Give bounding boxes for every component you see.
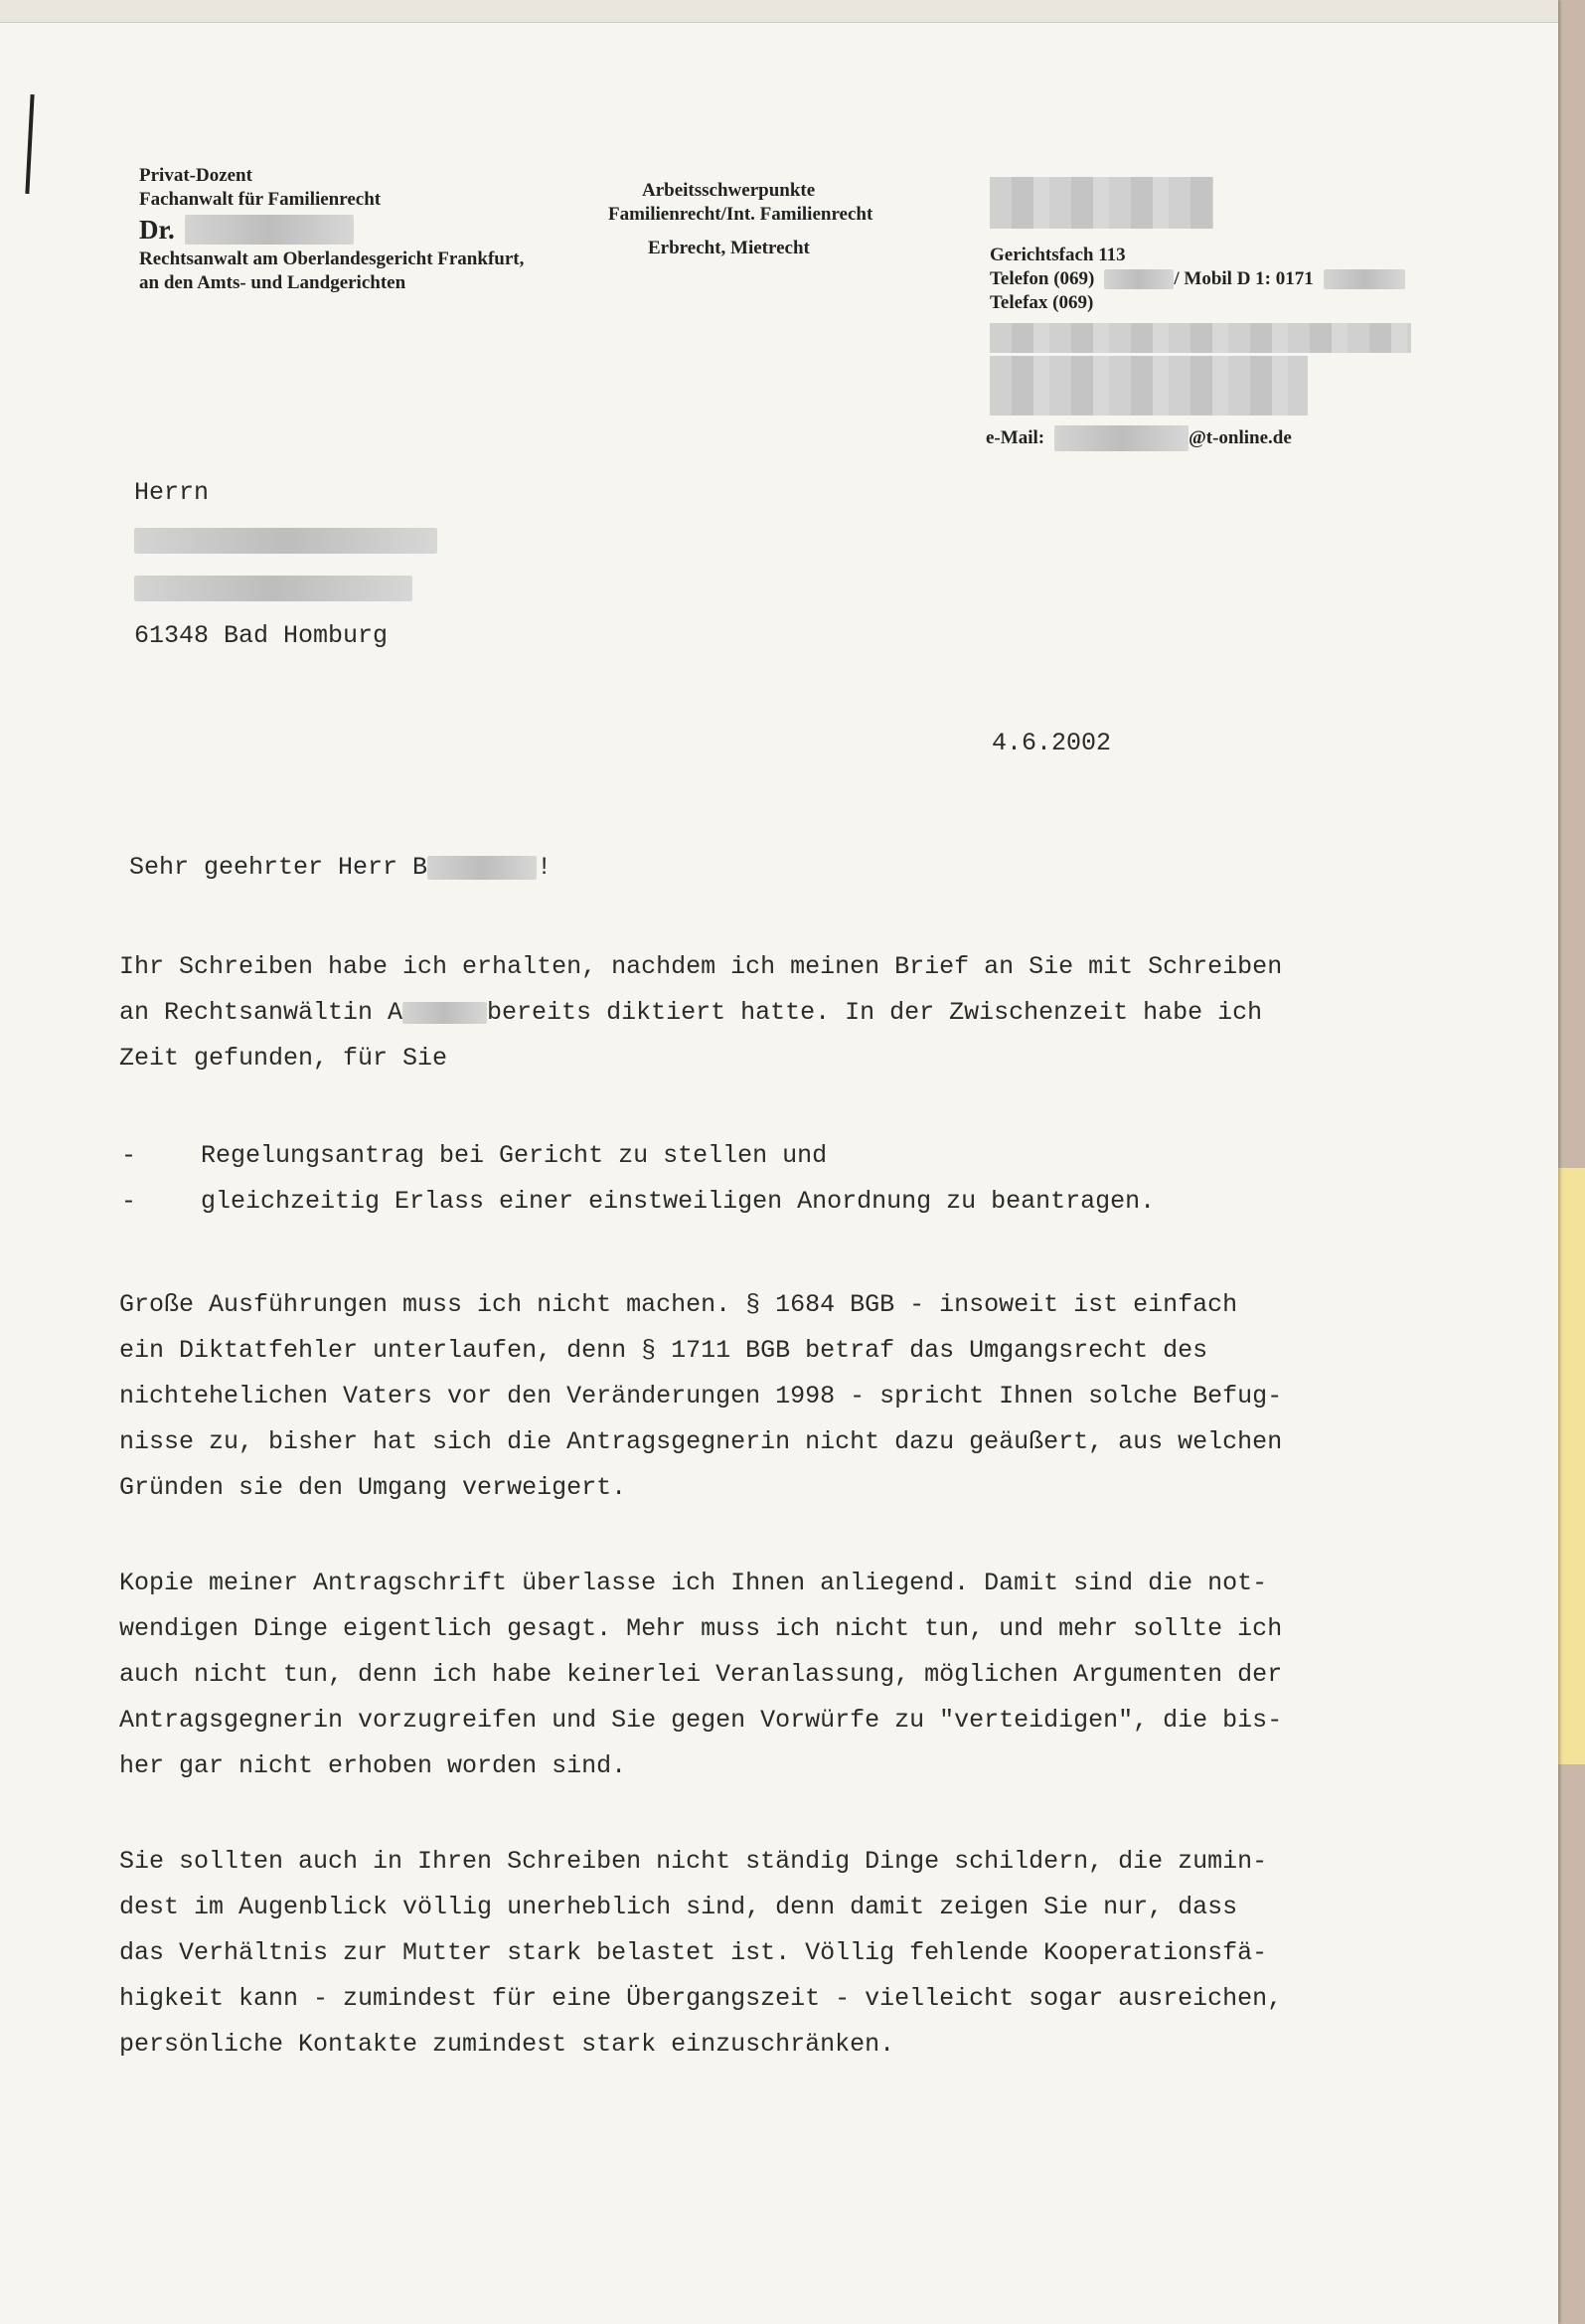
p4-line: dest im Augenblick völlig unerheblich sind, denn damit zeigen Sie nur, dass bbox=[119, 1893, 1238, 1921]
redacted-address-1 bbox=[990, 323, 1411, 353]
redacted-lawyer-name bbox=[402, 1002, 487, 1024]
paragraph-1 bbox=[119, 944, 1431, 1081]
letterhead-center bbox=[608, 179, 872, 260]
letterhead-name bbox=[139, 212, 524, 248]
p1-line-1: Ihr Schreiben habe ich erhalten, nachdem ich meinen Brief an Sie mit Schreiben bbox=[119, 952, 1283, 981]
list-item-text: gleichzeitig Erlass einer einstweiligen Anordnung zu beantragen. bbox=[201, 1187, 1156, 1216]
p3-line: her gar nicht erhoben worden sind. bbox=[119, 1751, 627, 1780]
letterhead-court-2: an den Amts- und Landgerichten bbox=[139, 272, 406, 293]
list-item bbox=[121, 1133, 1155, 1179]
request-list bbox=[121, 1133, 1155, 1225]
phone-line bbox=[990, 267, 1405, 291]
list-item bbox=[121, 1179, 1155, 1225]
p2-line: nichtehelichen Vaters vor den Veränderungen 1998 - spricht Ihnen solche Befug- bbox=[119, 1382, 1283, 1411]
page-top-edge bbox=[0, 0, 1558, 23]
name-prefix: Dr. bbox=[139, 215, 175, 245]
p1-line-2a: an Rechtsanwältin A bbox=[119, 998, 403, 1027]
paragraph-2 bbox=[119, 1282, 1431, 1511]
p3-line: auch nicht tun, denn ich habe keinerlei Veranlassung, möglichen Argumenten der bbox=[119, 1660, 1283, 1689]
letterhead-court-1: Rechtsanwalt am Oberlandesgericht Frankfurt, bbox=[139, 249, 525, 269]
list-dash: - bbox=[121, 1141, 137, 1170]
greeting-prefix: Sehr geehrter Herr B bbox=[129, 853, 428, 882]
list-item-text: Regelungsantrag bei Gericht zu stellen und bbox=[201, 1141, 828, 1170]
p4-line: higkeit kann - zumindest für eine Übergangszeit - vielleicht sogar ausreichen, bbox=[119, 1984, 1283, 2013]
p2-line: ein Diktatfehler unterlaufen, denn § 1711 BGB betraf das Umgangsrecht des bbox=[119, 1336, 1208, 1365]
redacted-address-top bbox=[990, 177, 1213, 229]
email-label: e-Mail: bbox=[986, 427, 1045, 448]
p3-line: wendigen Dinge eigentlich gesagt. Mehr muss ich nicht tun, und mehr sollte ich bbox=[119, 1614, 1283, 1643]
greeting-suffix: ! bbox=[537, 853, 553, 882]
recipient-city: 61348 Bad Homburg bbox=[134, 621, 389, 650]
p1-line-3: Zeit gefunden, für Sie bbox=[119, 1044, 448, 1073]
email-domain: @t-online.de bbox=[1189, 427, 1292, 448]
redacted-email-user bbox=[1054, 425, 1189, 451]
redacted-recipient-street bbox=[134, 576, 412, 601]
letter-date: 4.6.2002 bbox=[992, 729, 1112, 757]
email-line bbox=[986, 425, 1292, 451]
redacted-address-2 bbox=[990, 356, 1308, 415]
phone-label: Telefon (069) bbox=[990, 268, 1095, 289]
paragraph-4 bbox=[119, 1839, 1431, 2068]
focus-heading: Arbeitsschwerpunkte bbox=[642, 180, 816, 201]
p4-line: das Verhältnis zur Mutter stark belastet ist. Völlig fehlende Kooperationsfä- bbox=[119, 1938, 1268, 1967]
redacted-recipient-name bbox=[134, 528, 437, 554]
letterhead-title: Privat-Dozent bbox=[139, 165, 252, 186]
fax-line bbox=[990, 291, 1405, 315]
focus-line-1: Familienrecht/Int. Familienrecht bbox=[608, 204, 873, 225]
greeting bbox=[129, 853, 552, 882]
letterhead-right bbox=[990, 244, 1405, 315]
recipient-name-line bbox=[134, 517, 437, 565]
focus-line-2: Erbrecht, Mietrecht bbox=[648, 238, 810, 258]
recipient-salutation: Herrn bbox=[134, 478, 210, 507]
recipient-block bbox=[134, 469, 437, 660]
redacted-greeting-name bbox=[427, 856, 537, 880]
paragraph-3 bbox=[119, 1561, 1431, 1789]
court-box: Gerichtsfach 113 bbox=[990, 245, 1126, 265]
p4-line: persönliche Kontakte zumindest stark einzuschränken. bbox=[119, 2030, 895, 2059]
redacted-phone bbox=[1104, 269, 1174, 289]
p2-line: Große Ausführungen muss ich nicht machen. § 1684 BGB - insoweit ist einfach bbox=[119, 1290, 1238, 1319]
fax-label: Telefax (069) bbox=[990, 292, 1094, 313]
folder-edge bbox=[1558, 0, 1585, 2324]
redacted-mobile bbox=[1324, 269, 1405, 289]
redacted-name bbox=[185, 215, 354, 245]
p2-line: Gründen sie den Umgang verweigert. bbox=[119, 1473, 627, 1502]
p2-line: nisse zu, bisher hat sich die Antragsgegnerin nicht dazu geäußert, aus welchen bbox=[119, 1427, 1283, 1456]
recipient-street-line bbox=[134, 565, 437, 612]
p3-line: Kopie meiner Antragschrift überlasse ich Ihnen anliegend. Damit sind die not- bbox=[119, 1569, 1268, 1597]
letterhead-specialty: Fachanwalt für Familienrecht bbox=[139, 189, 382, 210]
p1-line-2 bbox=[119, 990, 1431, 1036]
letterhead-left bbox=[139, 164, 524, 295]
p1-line-2b: bereits diktiert hatte. In der Zwischenzeit habe ich bbox=[487, 998, 1263, 1027]
list-dash: - bbox=[121, 1187, 137, 1216]
mobile-label: / Mobil D 1: 0171 bbox=[1174, 268, 1314, 289]
p3-line: Antragsgegnerin vorzugreifen und Sie gegen Vorwürfe zu "verteidigen", die bis- bbox=[119, 1706, 1283, 1735]
margin-mark bbox=[25, 94, 34, 194]
p4-line: Sie sollten auch in Ihren Schreiben nicht ständig Dinge schildern, die zumin- bbox=[119, 1847, 1268, 1876]
